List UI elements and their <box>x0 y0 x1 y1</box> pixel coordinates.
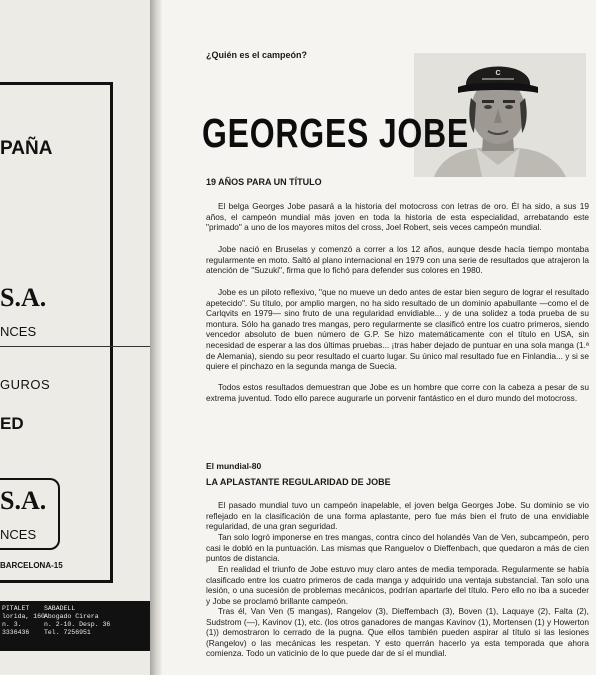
address-block <box>0 601 150 651</box>
article-kicker: ¿Quién es el campeón? <box>206 50 308 60</box>
section-paragraph: Tan solo logró imponerse en tres mangas, contra cinco del holandés Van de Ven, subcampeón, pero casi le dobló en la puntuación. Las mismas que Ranguelov o Dieffenbach, que quedaron a más de cien puntos de distancia. <box>206 532 589 564</box>
ad-sa-2: S.A. <box>0 486 47 515</box>
section-paragraph: Tras él, Van Ven (5 mangas), Rangelov (3), Dieffembach (3), Boven (1), Laquaye (2), Falta (2), Sudstrom (—), Kavinov (1), etc. (los otros ganadores de mangas Kavinov (1), Mortensen (1) y Howerton (1)) demostraron lo cerrado de la pugna. Que ellos también pueden aspirar al título si las lesiones (Rangelov) o las mecánicas les respetan. Y esto querrán hacerlo ya esta temporada que ahora comienza. Todo un vaticinio de lo que puede dar de sí el mundial. <box>206 606 589 659</box>
section-label: El mundial-80 <box>206 461 262 471</box>
address-column-2: SABADELL Abogado Cirera n. 2-10. Desp. 36 Tel. 7256951 <box>44 605 111 636</box>
ad-barcelona: BARCELONA-15 <box>0 561 63 570</box>
article-title: GEORGES JOBE <box>202 110 470 156</box>
svg-text:C: C <box>495 70 501 77</box>
article-paragraph: Todos estos resultados demuestran que Jobe es un hombre que corre con la cabeza a pesar de su extrema juventud. Todo ello parece augurarle un porvenir fantástico en el duro mundo del motocross. <box>206 382 589 403</box>
ad-ed: ED <box>0 414 24 433</box>
ad-divider <box>0 346 150 347</box>
ad-guros: GUROS <box>0 377 51 392</box>
page-gutter <box>150 0 162 675</box>
section-paragraph: En realidad el triunfo de Jobe estuvo muy claro antes de media temporada. Regularmente se había clasificado entre los cuatro primeros de cada manga y adquirido una ventaja substancial. Tan solo una lesión, o una sucesión de problemas mecánicos, podrían apartarle del título. Pero ello no iba a suceder y Jobe se proclamó brillante campeón. <box>206 564 589 606</box>
section-title: LA APLASTANTE REGULARIDAD DE JOBE <box>206 477 391 487</box>
article-paragraph: Jobe nació en Bruselas y comenzó a correr a los 12 años, aunque desde hacía tiempo montaba regularmente en moto. Saltó al plano internacional en 1979 con una serie de resultados que atrajeron la atención de "Suzuki", firma que lo fichó para defender sus colores en 1980. <box>206 244 589 276</box>
section-paragraph: El pasado mundial tuvo un campeón inapelable, el joven belga Georges Jobe. Su dominio se vio reflejado en la clasificación de una forma aplastante, pero fue más bien el fruto de una envidiable regularidad, de una gran seguridad. <box>206 500 589 532</box>
ad-nces-1: NCES <box>0 324 37 339</box>
article-paragraph: Jobe es un piloto reflexivo, "que no mueve un dedo antes de estar bien seguro de lograr el resultado apetecido". Su título, por amplio margen, no ha sido resultado de un dominio apabullante —como el de Carlqvits en 1979— sino fruto de una regularidad envidiable... y de una solidez a toda prueba de su montura. Sólo ha ganado tres mangas, pero regularmente se clasificó entre los cuatro primeros, siendo vencedor absoluto de buen número de G.P. Se hizo matemáticamente con el título en USA, sin necesidad de esperar a las dos últimas pruebas... ¡tras haber dejado de puntuar en una sola manga (1.ª de Alemania), siendo su peor resultado el cuarto lugar. Su único mal resultado fue en Finlandia... y si se quiere el pinchazo en la segunda manga de Suecia. <box>206 287 589 372</box>
ad-heading: PAÑA <box>0 138 53 159</box>
ad-sa-1: S.A. <box>0 283 47 312</box>
ad-nces-2: NCES <box>0 527 37 542</box>
article-subtitle: 19 AÑOS PARA UN TÍTULO <box>206 177 322 187</box>
address-column-1: PITALET lorida, 160 n. 3. 3336436 <box>2 605 45 636</box>
article-paragraph: El belga Georges Jobe pasará a la historia del motocross con letras de oro. Él ha sido, a sus 19 años, el campeón mundial más joven en toda la historia de esta especialidad, arrebatando este "primado" a uno de los mayores mitos del cross, Joel Robert, seis veces campeón mundial. <box>206 201 589 233</box>
left-page-advertisement <box>0 0 150 675</box>
right-page-article <box>162 0 596 675</box>
